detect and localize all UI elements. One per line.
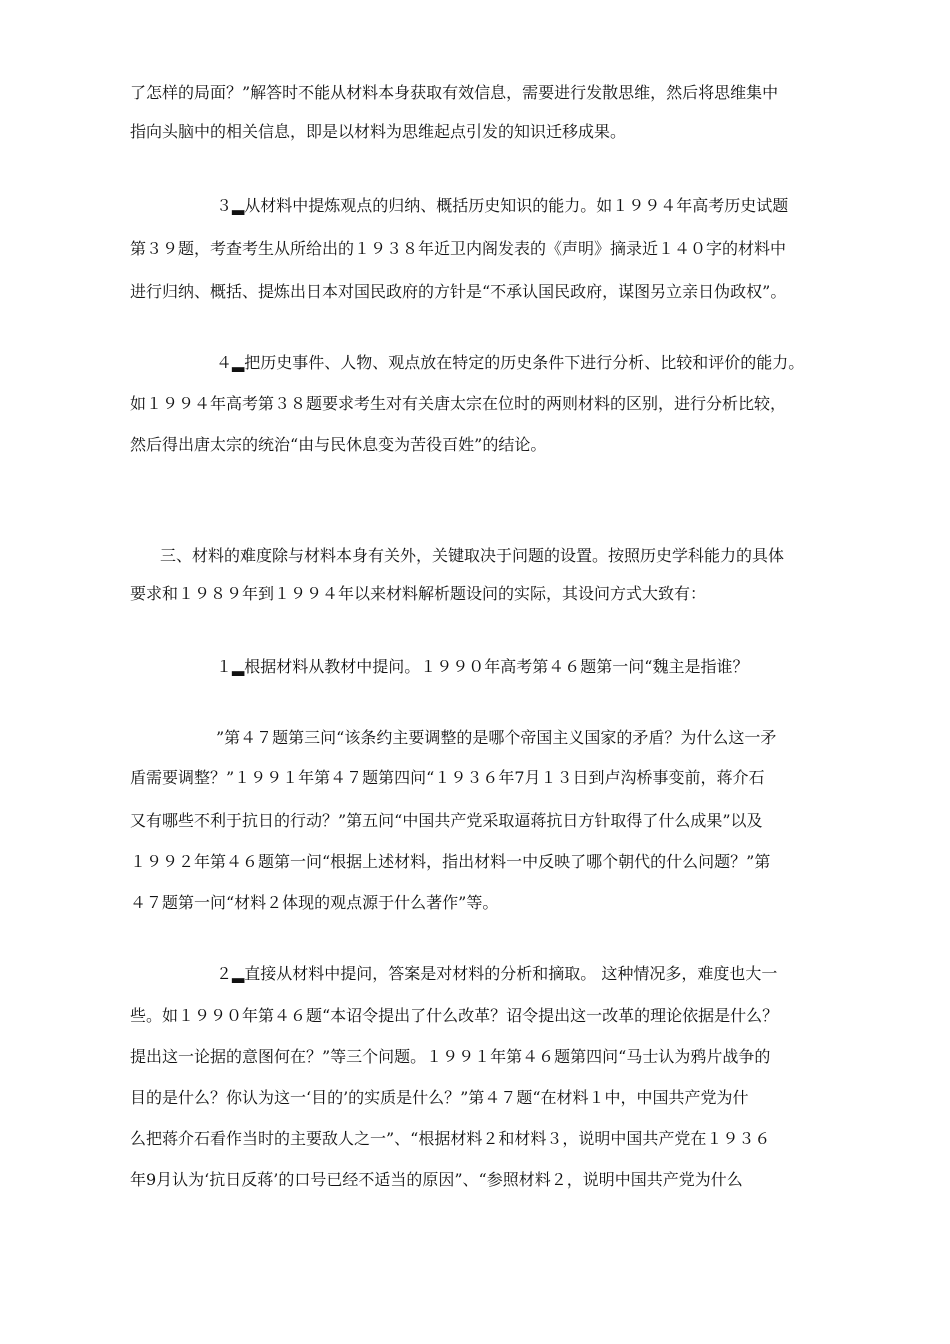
paragraph-4-line-2: 要求和１９８９年到１９９４年以来材料解析题设问的实际，其设问方式大致有： [130, 584, 707, 603]
paragraph-5-line-1: １▂根据材料从教材中提问。１９９０年高考第４６题第一问“魏主是指谁？ [216, 657, 749, 676]
paragraph-2-line-1: ３▂从材料中提炼观点的归纳、概括历史知识的能力。如１９９４年高考历史试题 [216, 196, 789, 215]
paragraph-1-line-2: 指向头脑中的相关信息，即是以材料为思维起点引发的知识迁移成果。 [130, 122, 627, 141]
paragraph-3-line-3: 然后得出唐太宗的统治“由与民休息变为苦役百姓”的结论。 [130, 435, 547, 454]
paragraph-3-line-2: 如１９９４年高考第３８题要求考生对有关唐太宗在位时的两则材料的区别，进行分析比较， [130, 394, 787, 413]
paragraph-6-line-5: ４７题第一问“材料２体现的观点源于什么著作”等。 [130, 893, 499, 912]
paragraph-7-line-5: 么把蒋介石看作当时的主要敌人之一”、“根据材料２和材料３，说明中国共产党在１９３６ [130, 1129, 771, 1148]
paragraph-6-line-1: ”第４７题第三问“该条约主要调整的是哪个帝国主义国家的矛盾？为什么这一矛 [216, 728, 777, 747]
paragraph-2-line-3: 进行归纳、概括、提炼出日本对国民政府的方针是“不承认国民政府，谋图另立亲日伪政权”。 [130, 282, 787, 301]
paragraph-7-line-6: 年9月认为‘抗日反蒋’的口号已经不适当的原因”、“参照材料２，说明中国共产党为什么 [130, 1170, 743, 1189]
paragraph-2-line-2: 第３９题，考查考生从所给出的１９３８年近卫内阁发表的《声明》摘录近１４０字的材料中 [130, 239, 787, 258]
paragraph-6-line-2: 盾需要调整？”１９９１年第４７题第四问“１９３６年7月１３日到卢沟桥事变前，蒋介石 [130, 768, 765, 787]
paragraph-6-line-4: １９９２年第４６题第一问“根据上述材料，指出材料一中反映了哪个朝代的什么问题？”第 [130, 852, 771, 871]
paragraph-7-line-2: 些。如１９９０年第４６题“本诏令提出了什么改革？诏令提出这一改革的理论依据是什么？ [130, 1006, 779, 1025]
paragraph-7-line-4: 目的是什么？你认为这一‘目的’的实质是什么？”第４７题“在材料１中，中国共产党为什 [130, 1088, 749, 1107]
paragraph-7-line-3: 提出这一论据的意图何在？”等三个问题。１９９１年第４６题第四问“马士认为鸦片战争的 [130, 1047, 771, 1066]
paragraph-6-line-3: 又有哪些不利于抗日的行动？”第五问“中国共产党采取逼蒋抗日方针取得了什么成果”以及 [130, 811, 763, 830]
paragraph-4-line-1: 三、材料的难度除与材料本身有关外，关键取决于问题的设置。按照历史学科能力的具体 [160, 546, 785, 565]
paragraph-7-line-1: ２▂直接从材料中提问，答案是对材料的分析和摘取。 这种情况多，难度也大一 [216, 964, 778, 983]
paragraph-1-line-1: 了怎样的局面？”解答时不能从材料本身获取有效信息，需要进行发散思维，然后将思维集中 [130, 83, 779, 102]
paragraph-3-line-1: ４▂把历史事件、人物、观点放在特定的历史条件下进行分析、比较和评价的能力。 [216, 353, 805, 372]
